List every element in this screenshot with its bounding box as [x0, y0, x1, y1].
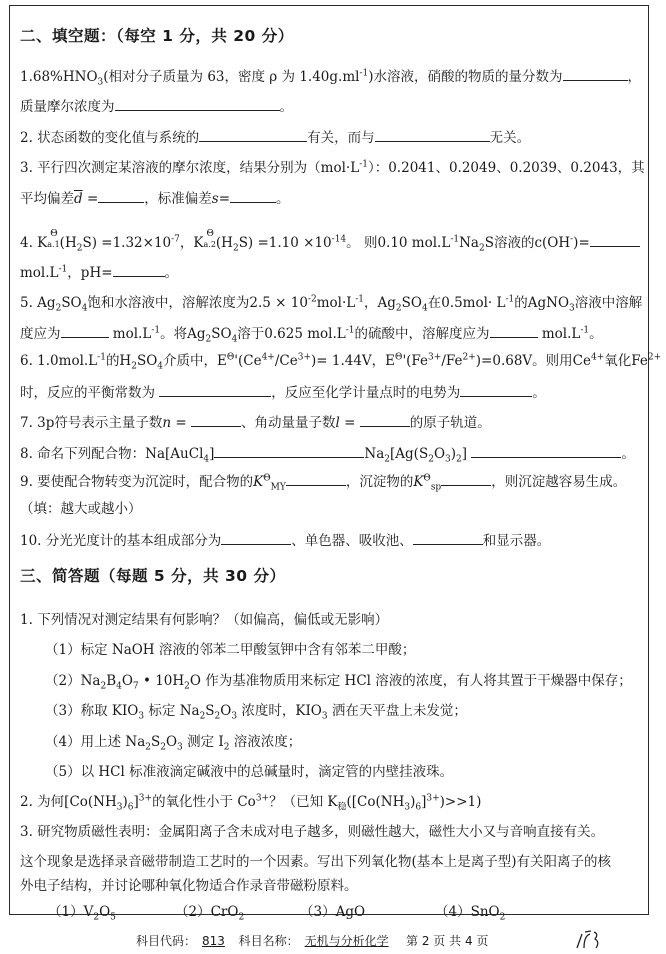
answer-blank[interactable]	[286, 472, 346, 486]
answer-blank[interactable]	[563, 67, 628, 81]
answer-blank[interactable]	[590, 233, 640, 247]
answer-blank[interactable]	[441, 472, 491, 486]
handwritten-mark	[574, 928, 604, 950]
question-3-3-cont-1: 这个现象是选择录音磁带制造工艺时的一个因素。写出下列氧化物(基本上是离子型)有关阳离子的核	[20, 854, 612, 870]
question-3-2: 2. 为何$[Co(NH_3)_6]^{3+}$的氧化性小于 $Co^{3+}$？（已知 $K_稳([Co(NH_3)_6]^{3+})>>1$)	[20, 793, 482, 813]
page-footer	[136, 932, 488, 949]
question-2-1: $1.68\%HNO_3$(相对分子质量为 63，密度 ρ 为 $1.40g.ml^{-1}$)水溶液，硝酸的物质的量分数为 ，	[20, 68, 642, 88]
answer-blank[interactable]	[360, 413, 410, 427]
question-2-9-cont: （填：越大或越小）	[20, 501, 142, 517]
question-3-1-item-5: （5）以 HCl 标准液滴定碱液中的总碱量时，滴定管的内壁挂液珠。	[45, 764, 454, 780]
question-3-1-item-2: $(2)Na_2B_4O_7$ • $10H_2O$ 作为基准物质用来标定 HCl 溶液的浓度，有人将其置于干燥器中保存；	[45, 673, 632, 692]
question-2-3-cont: 平均偏差$\overline{d}$ = ，标准偏差s= 。	[20, 191, 290, 207]
option-4: （4）SnO$_2$	[435, 904, 506, 923]
answer-blank[interactable]	[191, 413, 241, 427]
answer-blank[interactable]	[230, 189, 276, 203]
question-2-5-cont: 度应为 $mol.L^{-1}$。将$Ag_2SO_4$溶于0.625 $mol.L^{-1}$的硫酸中，溶解度应为 $mol.L^{-1}$。	[20, 325, 603, 345]
answer-blank[interactable]	[214, 444, 364, 458]
answer-blank[interactable]	[460, 383, 532, 397]
subject-name-label: 科目名称：	[238, 934, 299, 948]
option-2: （2）CrO$_2$	[175, 904, 245, 923]
question-2-9: 9. 要使配合物转变为沉淀时，配合物的$K^\Theta_{MY}$ ，沉淀物的$K^\Theta_{sp}$ ，则沉淀越容易生成。	[20, 473, 627, 493]
question-3-3-cont-2: 外电子结构，并讨论哪种氧化物适合作录音带磁粉原料。	[20, 878, 358, 894]
question-2-10: 10. 分光光度计的基本组成部分为 、单色器、吸收池、 和显示器。	[20, 533, 551, 549]
answer-blank[interactable]	[98, 189, 144, 203]
question-2-1-cont: 质量摩尔浓度为 。	[20, 99, 293, 115]
question-3-1-item-1: （1）标定 NaOH 溶液的邻苯二甲酸氢钾中含有邻苯二甲酸；	[45, 642, 416, 658]
question-2-6: 6. $1.0mol.L^{-1}$的$H_2SO_4$介质中，$E^\Theta'(Ce^{4+}/Ce^{3+})= 1.44V$，$E^\Theta'(Fe^{3+}/Fe^{2+})=0.68V$。则用$Ce^{4+}$氧化$Fe^{2+}$	[20, 352, 662, 372]
section-3-heading: 三、简答题（每题 5 分，共 30 分）	[20, 567, 286, 585]
question-2-4-cont: $mol.L^{-1}$，pH= 。	[20, 264, 179, 281]
answer-blank[interactable]	[413, 531, 483, 545]
question-2-3: 3. 平行四次测定某溶液的摩尔浓度，结果分别为$(mol\cdot L^{-1})$：0.2041、0.2049、0.2039、0.2043，其	[20, 159, 645, 176]
section-2-heading: 二、填空题：（每空 1 分，共 20 分）	[20, 27, 294, 45]
subject-code: 813	[202, 934, 225, 948]
subject-code-label: 科目代码：	[136, 934, 197, 948]
question-2-8: 8. 命名下列配合物：Na[AuCl$_4$] $Na_2[Ag(S_2O_3)_2]$ 。	[20, 446, 635, 465]
answer-blank[interactable]	[61, 324, 109, 338]
answer-blank[interactable]	[199, 128, 307, 142]
option-3: （3）AgO	[300, 904, 366, 920]
question-2-2: 2. 状态函数的变化值与系统的 有关，而与 无关。	[20, 130, 531, 146]
answer-blank[interactable]	[221, 531, 291, 545]
question-2-7: 7. 3p符号表示主量子数n = 、角动量量子数l = 的原子轨道。	[20, 415, 491, 431]
question-3-1-item-3: （3）称取 $KIO_3$ 标定 $Na_2S_2O_3$ 浓度时，$KIO_3$ 洒在天平盘上未发觉；	[45, 703, 467, 722]
question-3-1: 1. 下列情况对测定结果有何影响？（如偏高，偏低或无影响）	[20, 612, 389, 628]
page-number: 第 2 页 共 4 页	[406, 934, 489, 948]
question-3-3: 3. 研究物质磁性表明：金属阳离子含未成对电子越多，则磁性越大，磁性大小又与音响直接有关。	[20, 824, 605, 840]
answer-blank[interactable]	[115, 97, 280, 111]
answer-blank[interactable]	[490, 324, 538, 338]
question-2-4: 4. K Θ $a.1(H_2S) =1.32\times 10^{-7}$，K Θ $a.2(H_2S) =1.10 \times 10^{-14}$。 则0.10 $mol.L^{-1}Na_2S$溶液的c(OH-)=	[20, 233, 640, 254]
answer-blank[interactable]	[113, 263, 165, 277]
option-1: $(1)V_2O_5$	[48, 904, 116, 923]
answer-blank[interactable]	[375, 128, 490, 142]
subject-name: 无机与分析化学	[304, 934, 389, 948]
question-2-6-cont: 时，反应的平衡常数为 ，反应至化学计量点时的电势为 。	[20, 385, 546, 401]
question-3-1-item-4: （4）用上述 $Na_2S_2O_3$ 测定 $I_2$ 溶液浓度；	[45, 734, 302, 753]
answer-blank[interactable]	[159, 383, 271, 397]
question-2-5: 5. $Ag_2SO_4$饱和水溶液中，溶解浓度为$2.5 \times 10^{-2}mol\cdot L^{-1}$，$Ag_2SO_4$在$0.5mol\cdot L^{-1}$的AgNO$_3$溶液中溶解	[20, 294, 643, 314]
answer-blank[interactable]	[471, 444, 621, 458]
